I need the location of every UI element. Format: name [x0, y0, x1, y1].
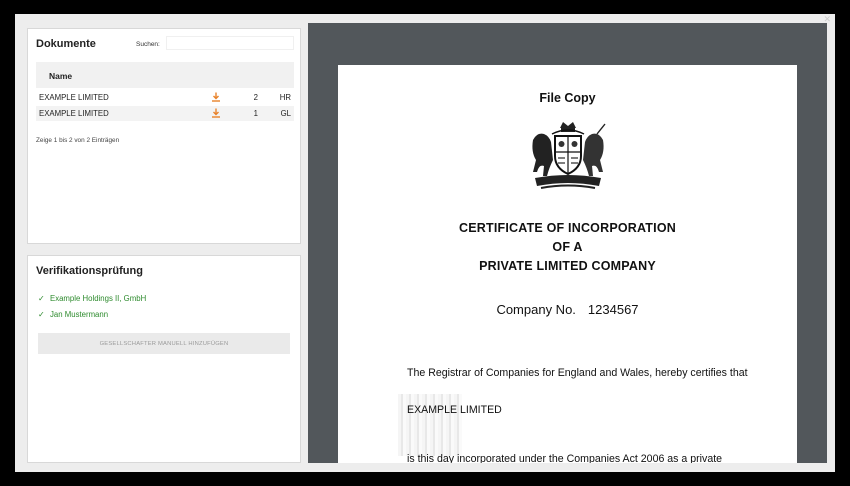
check-icon: ✓	[38, 310, 45, 319]
verified-item[interactable]	[38, 310, 108, 319]
company-number-line	[338, 302, 797, 317]
verified-item[interactable]	[38, 294, 146, 303]
registrar-statement: The Registrar of Companies for England and Wales, hereby certifies that	[407, 367, 748, 379]
certificate-title-line: CERTIFICATE OF INCORPORATION	[459, 221, 676, 235]
certificate-company-name: EXAMPLE LIMITED	[407, 404, 502, 416]
certificate-title-line: OF A	[552, 240, 583, 254]
document-count: 2	[253, 93, 258, 102]
column-header-name[interactable]: Name	[49, 71, 73, 81]
document-type: HR	[279, 93, 291, 102]
search-label: Suchen:	[136, 41, 160, 48]
royal-coat-of-arms-icon	[527, 120, 609, 192]
check-icon: ✓	[38, 294, 45, 303]
documents-title: Dokumente	[36, 38, 96, 50]
incorporation-statement: is this day incorporated under the Companies Act 2006 as a private	[407, 453, 723, 463]
table-header	[36, 62, 294, 88]
download-icon[interactable]	[210, 91, 222, 103]
search-input[interactable]	[166, 36, 294, 50]
company-number-label: Company No.	[496, 302, 576, 317]
add-shareholder-button[interactable]: GESELLSCHAFTER MANUELL HINZUFÜGEN	[38, 333, 290, 354]
download-icon[interactable]	[210, 107, 222, 119]
document-type: GL	[280, 109, 291, 118]
table-row[interactable]	[36, 90, 294, 105]
document-page	[338, 65, 797, 463]
verification-panel	[27, 255, 301, 463]
documents-panel	[27, 28, 301, 244]
document-name: EXAMPLE LIMITED	[39, 109, 109, 118]
certificate-title-line: PRIVATE LIMITED COMPANY	[479, 259, 656, 273]
table-info: Zeige 1 bis 2 von 2 Einträgen	[36, 137, 120, 144]
document-viewer[interactable]	[308, 23, 827, 463]
app-frame	[15, 14, 835, 472]
verified-item-label: Example Holdings II, GmbH	[50, 294, 147, 303]
table-row[interactable]	[36, 106, 294, 121]
file-copy-heading: File Copy	[539, 91, 596, 105]
verified-item-label: Jan Mustermann	[50, 310, 109, 319]
company-number: 1234567	[587, 302, 639, 317]
document-name: EXAMPLE LIMITED	[39, 93, 109, 102]
document-count: 1	[253, 109, 258, 118]
verification-title: Verifikationsprüfung	[36, 265, 143, 277]
close-icon[interactable]: ✕	[823, 14, 831, 24]
